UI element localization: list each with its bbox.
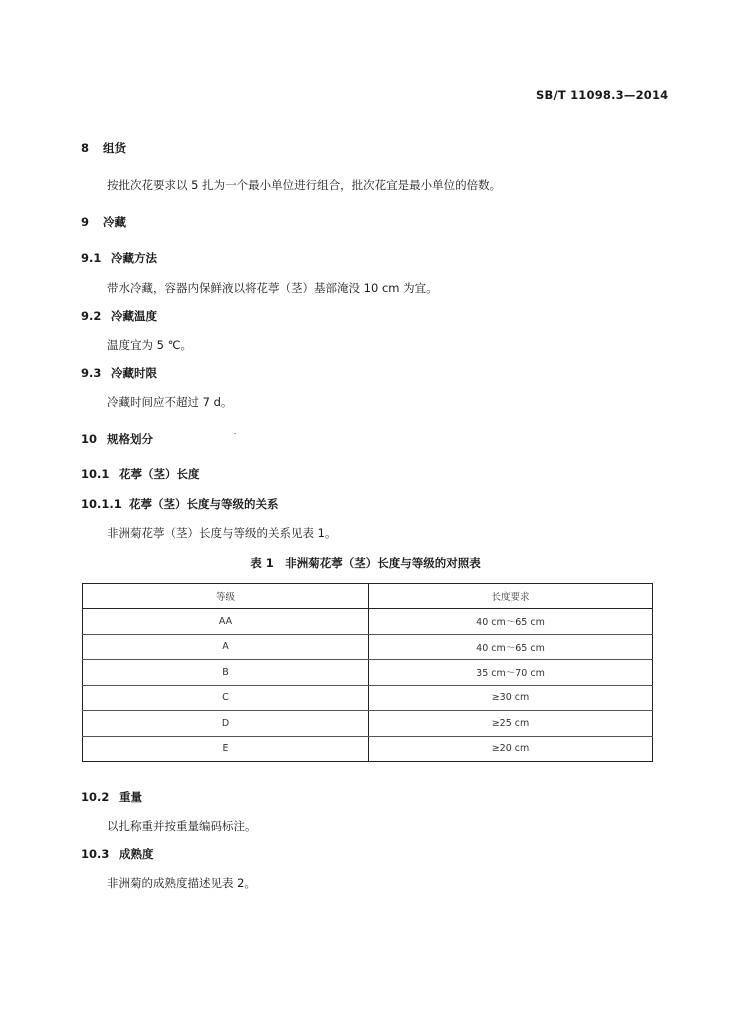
heading-9-1 <box>81 250 157 266</box>
heading-9 <box>81 214 126 230</box>
scan-speck <box>234 433 236 434</box>
heading-title: 花葶（茎）长度与等级的关系 <box>129 497 279 511</box>
heading-number: 10.2 <box>81 790 110 804</box>
heading-9-2 <box>81 308 157 324</box>
heading-title: 规格划分 <box>107 432 153 446</box>
heading-10-1-1 <box>81 496 279 512</box>
cell-grade: AA <box>83 609 369 635</box>
heading-10-1 <box>81 466 200 482</box>
heading-number: 9.2 <box>81 309 102 323</box>
cell-grade: A <box>83 634 369 660</box>
heading-number: 10.3 <box>81 847 110 861</box>
cell-grade: E <box>83 736 369 762</box>
cell-grade: B <box>83 660 369 686</box>
table-header-row <box>83 584 653 609</box>
standard-number: SB/T 11098.3—2014 <box>536 88 669 102</box>
heading-title: 冷藏 <box>103 215 126 229</box>
cell-length: 35 cm～70 cm <box>369 660 653 686</box>
cell-length: 40 cm～65 cm <box>369 634 653 660</box>
heading-number: 9.1 <box>81 251 102 265</box>
column-header-grade: 等级 <box>83 584 369 609</box>
cell-length: ≥20 cm <box>369 736 653 762</box>
heading-title: 冷藏温度 <box>111 309 157 323</box>
heading-title: 重量 <box>119 790 142 804</box>
paragraph-10-1-1: 非洲菊花葶（茎）长度与等级的关系见表 1。 <box>107 526 337 540</box>
heading-number: 9.3 <box>81 366 102 380</box>
paragraph-9-1: 带水冷藏，容器内保鲜液以将花葶（茎）基部淹没 10 cm 为宜。 <box>107 281 438 295</box>
table-row <box>83 634 653 660</box>
grade-length-table <box>82 583 653 762</box>
table-row <box>83 711 653 737</box>
heading-10 <box>81 431 153 447</box>
heading-10-2 <box>81 789 142 805</box>
heading-number: 10 <box>81 432 98 446</box>
paragraph-9-2: 温度宜为 5 ℃。 <box>107 338 193 352</box>
table-caption: 表 1 非洲菊花葶（茎）长度与等级的对照表 <box>250 556 481 570</box>
cell-length: 40 cm～65 cm <box>369 609 653 635</box>
column-header-length: 长度要求 <box>369 584 653 609</box>
paragraph-10-2: 以扎称重并按重量编码标注。 <box>107 819 257 833</box>
heading-title: 冷藏时限 <box>111 366 157 380</box>
cell-length: ≥25 cm <box>369 711 653 737</box>
paragraph-9-3: 冷藏时间应不超过 7 d。 <box>107 395 233 409</box>
heading-number: 9 <box>81 215 90 229</box>
heading-8 <box>81 140 126 156</box>
cell-grade: C <box>83 685 369 711</box>
heading-number: 10.1 <box>81 467 110 481</box>
paragraph-8: 按批次花要求以 5 扎为一个最小单位进行组合，批次花宜是最小单位的倍数。 <box>107 178 502 192</box>
heading-title: 成熟度 <box>119 847 154 861</box>
table-row <box>83 685 653 711</box>
heading-title: 冷藏方法 <box>111 251 157 265</box>
table-row <box>83 609 653 635</box>
paragraph-10-3: 非洲菊的成熟度描述见表 2。 <box>107 876 256 890</box>
heading-number: 8 <box>81 141 90 155</box>
table-row <box>83 736 653 762</box>
table-row <box>83 660 653 686</box>
cell-grade: D <box>83 711 369 737</box>
cell-length: ≥30 cm <box>369 685 653 711</box>
heading-title: 花葶（茎）长度 <box>119 467 200 481</box>
heading-title: 组货 <box>103 141 126 155</box>
heading-10-3 <box>81 846 154 862</box>
heading-number: 10.1.1 <box>81 497 122 511</box>
heading-9-3 <box>81 365 157 381</box>
